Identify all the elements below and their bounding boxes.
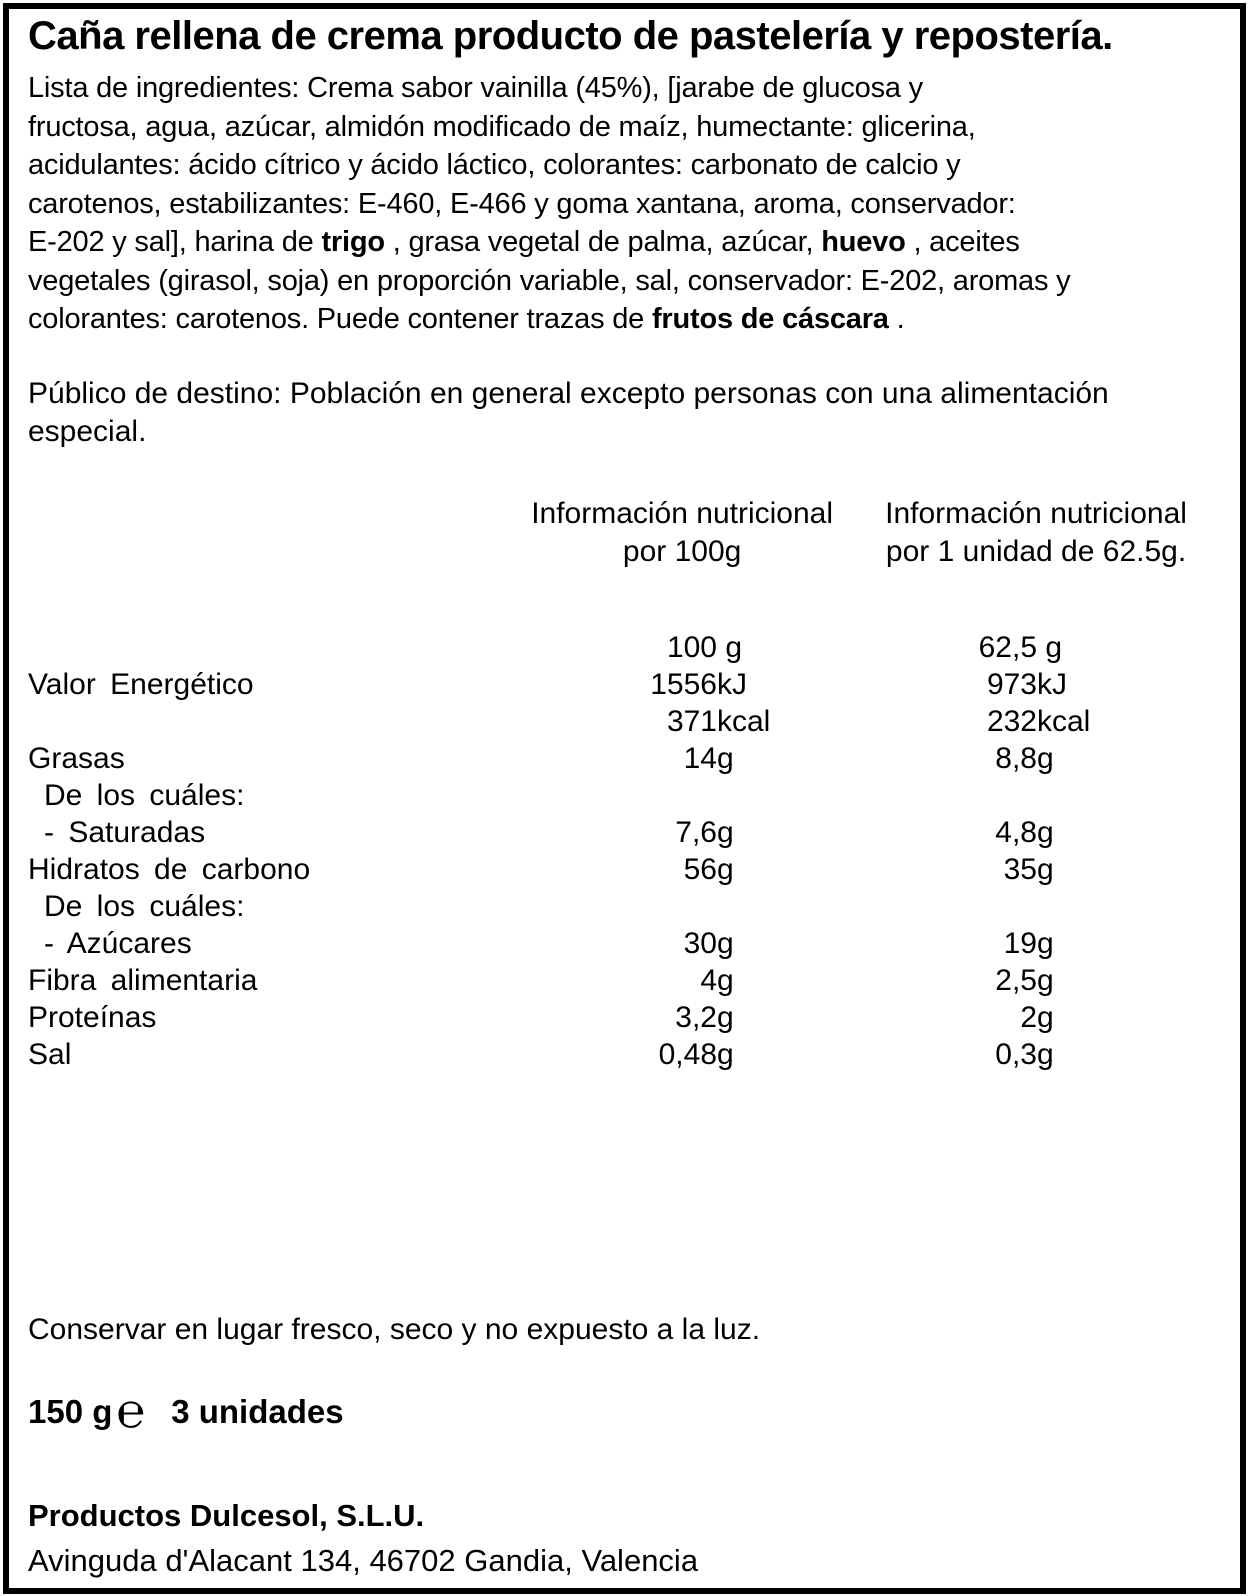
- ingredients-segment: acidulantes: ácido cítrico y ácido láctico, colorantes: carbonato de calcio y: [28, 149, 961, 181]
- nutrient-label: Fibra alimentaria: [28, 963, 258, 997]
- nutrient-label: [28, 703, 547, 740]
- ingredients-segment: fructosa, agua, azúcar, almidón modificado de maíz, humectante: glicerina,: [28, 110, 976, 143]
- value-per-unit: 2,5: [995, 963, 1037, 997]
- ingredients-segment: E-202 y sal], harina de: [28, 226, 322, 258]
- allergen-bold-text: trigo: [321, 226, 385, 258]
- unit-per-unit: g: [1037, 963, 1054, 997]
- table-row: [28, 888, 1202, 925]
- unit-per-unit: g: [1037, 741, 1054, 775]
- unit-per-100g: kcal: [717, 704, 771, 738]
- unit-per-100g: g: [717, 852, 734, 886]
- nutrient-label: Hidratos de carbono: [28, 852, 311, 886]
- ingredients-line: [28, 146, 1202, 185]
- value-per-unit: [867, 777, 1037, 814]
- unit-per-100g: g: [717, 815, 734, 849]
- unit-per-100g: g: [717, 963, 734, 997]
- value-per-unit: 4,8: [995, 815, 1037, 849]
- table-row: [28, 1036, 1202, 1073]
- header-per-unit: [870, 495, 1202, 571]
- unit-per-unit: kJ: [1037, 667, 1067, 701]
- value-per-unit: 62,5: [978, 630, 1037, 664]
- nutrient-label: Proteínas: [28, 1000, 157, 1034]
- estimated-sign: ℮: [116, 1384, 146, 1438]
- ingredients-line: [28, 185, 1202, 224]
- ingredients-segment: , aceites: [905, 226, 1020, 258]
- nutrient-label: - Azúcares: [44, 926, 192, 960]
- unit-per-100g: [717, 777, 867, 814]
- net-weight: 150 g: [28, 1392, 113, 1430]
- nutrient-label: Valor Energético: [28, 667, 254, 701]
- nutrition-table: [28, 629, 1202, 1073]
- table-row: [28, 629, 1202, 666]
- ingredients-line: [28, 262, 1202, 301]
- nutrient-label: De los cuáles:: [44, 778, 245, 812]
- value-per-100g: 0,48: [658, 1037, 717, 1071]
- header-spacer: [28, 495, 516, 571]
- ingredients-text: [28, 69, 1202, 339]
- unit-per-100g: [717, 888, 867, 925]
- unit-per-unit: g: [1037, 852, 1054, 886]
- net-quantity: [28, 1384, 1202, 1438]
- table-row: [28, 703, 1202, 740]
- manufacturer-address: Avinguda d'Alacant 134, 46702 Gandia, Valencia: [28, 1542, 699, 1578]
- value-per-100g: 100: [666, 630, 717, 664]
- value-per-unit: 19: [1003, 926, 1037, 960]
- ingredients-segment: Lista de ingredientes: Crema sabor vainilla (45%), [jarabe de glucosa y: [28, 72, 923, 104]
- unit-per-100g: g: [717, 1000, 734, 1034]
- value-per-100g: 56: [683, 852, 717, 886]
- label-border: [3, 3, 1246, 1594]
- ingredients-line: [28, 223, 1202, 262]
- ingredients-line: [28, 69, 1202, 108]
- unit-per-100g: g: [717, 630, 743, 664]
- nutrition-table-header: [28, 495, 1202, 571]
- table-row: [28, 740, 1202, 777]
- value-per-100g: 30: [683, 926, 717, 960]
- value-per-unit: 2: [1020, 1000, 1037, 1034]
- value-per-100g: 1556: [650, 667, 717, 701]
- units-count: 3 unidades: [171, 1392, 344, 1430]
- unit-per-unit: g: [1037, 926, 1054, 960]
- ingredients-line: [28, 300, 1202, 339]
- unit-per-100g: g: [717, 1037, 734, 1071]
- ingredients-segment: .: [888, 303, 905, 335]
- value-per-100g: [547, 888, 717, 925]
- table-row: [28, 925, 1202, 962]
- table-row: [28, 999, 1202, 1036]
- nutrient-label: Grasas: [28, 741, 125, 775]
- value-per-100g: 7,6: [675, 815, 717, 849]
- value-per-unit: 0,3: [995, 1037, 1037, 1071]
- unit-per-unit: g: [1037, 1037, 1054, 1071]
- nutrient-label: - Saturadas: [44, 815, 206, 849]
- ingredients-segment: vegetales (girasol, soja) en proporción variable, sal, conservador: E-202, aromas y: [28, 264, 1071, 297]
- nutrient-label: De los cuáles:: [44, 889, 245, 923]
- product-title: Caña rellena de crema producto de pastelería y repostería.: [28, 14, 1113, 58]
- storage-instructions: Conservar en lugar fresco, seco y no expuesto a la luz.: [28, 1312, 761, 1346]
- header-per-100g: [516, 495, 848, 571]
- unit-per-100g: g: [717, 741, 734, 775]
- unit-per-unit: [1037, 777, 1157, 814]
- table-row: [28, 814, 1202, 851]
- ingredients-segment: , grasa vegetal de palma, azúcar,: [384, 226, 822, 258]
- value-per-unit: 8,8: [995, 741, 1037, 775]
- header-per-unit-line2: por 1 unidad de 62.5g.: [885, 534, 1187, 568]
- value-per-100g: 3,2: [675, 1000, 717, 1034]
- value-per-100g: 4: [700, 963, 717, 997]
- table-row: [28, 962, 1202, 999]
- value-per-unit: 232: [986, 704, 1037, 738]
- ingredients-line: [28, 108, 1202, 147]
- nutrient-label: [28, 629, 547, 666]
- unit-per-unit: g: [1037, 630, 1063, 664]
- table-row: [28, 851, 1202, 888]
- table-row: [28, 777, 1202, 814]
- value-per-100g: 371: [666, 704, 717, 738]
- allergen-bold-text: frutos de cáscara: [651, 303, 889, 335]
- value-per-unit: 35: [1003, 852, 1037, 886]
- table-row: [28, 666, 1202, 703]
- value-per-100g: 14: [683, 741, 717, 775]
- unit-per-unit: kcal: [1037, 704, 1091, 738]
- header-per-unit-line1: Información nutricional: [885, 496, 1187, 530]
- unit-per-unit: g: [1037, 1000, 1054, 1034]
- nutrient-label: Sal: [28, 1037, 72, 1071]
- target-audience-text: Público de destino: Población en general excepto personas con una alimentación especial.: [28, 376, 1109, 448]
- header-per-100g-line2: por 100g: [622, 534, 742, 568]
- allergen-bold-text: huevo: [821, 226, 906, 258]
- value-per-unit: [867, 888, 1037, 925]
- ingredients-segment: colorantes: carotenos. Puede contener trazas de: [28, 303, 652, 335]
- ingredients-segment: carotenos, estabilizantes: E-460, E-466 y goma xantana, aroma, conservador:: [28, 187, 1016, 220]
- manufacturer-name: Productos Dulcesol, S.L.U.: [28, 1497, 425, 1533]
- unit-per-unit: g: [1037, 815, 1054, 849]
- unit-per-100g: kJ: [717, 667, 747, 701]
- value-per-unit: 973: [986, 667, 1037, 701]
- unit-per-100g: g: [717, 926, 734, 960]
- value-per-100g: [547, 777, 717, 814]
- unit-per-unit: [1037, 888, 1157, 925]
- header-per-100g-line1: Información nutricional: [531, 496, 834, 530]
